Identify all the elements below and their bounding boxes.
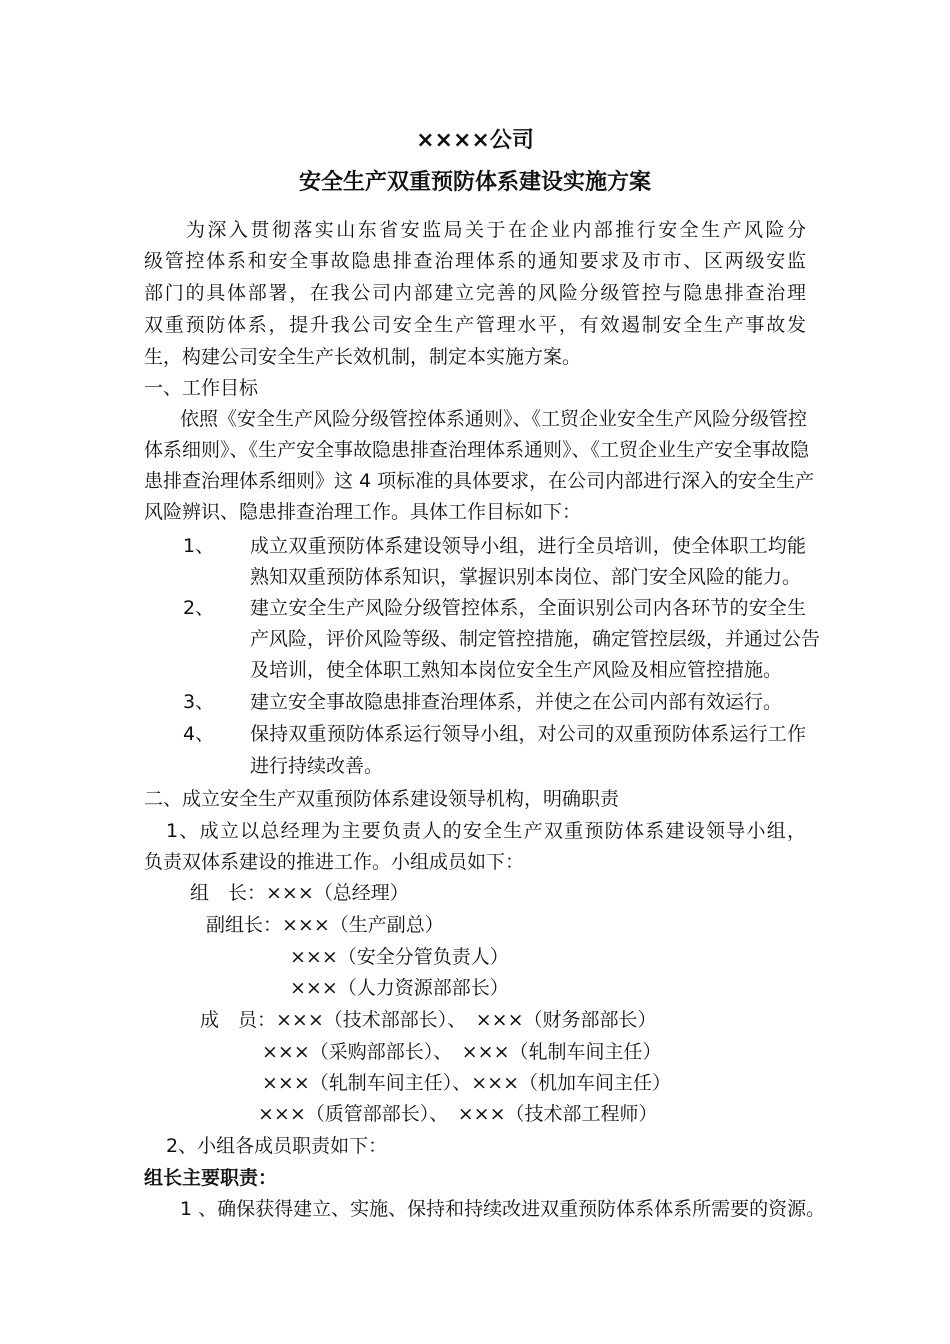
intro-line: 双重预防体系，提升我公司安全生产管理水平，有效遏制安全生产事故发	[144, 314, 806, 336]
intro-line: 为深入贯彻落实山东省安监局关于在企业内部推行安全生产风险分	[186, 219, 806, 241]
list-item-number: 1、	[183, 535, 215, 557]
deputy-line: 副组长：×××（生产副总）	[206, 914, 444, 936]
document-title: ××××公司	[416, 128, 534, 153]
section1-paragraph-line: 风险辨识、隐患排查治理工作。具体工作目标如下：	[144, 501, 582, 523]
deputy-line: ×××（安全分管负责人）	[290, 946, 509, 968]
section1-paragraph-line: 依照《安全生产风险分级管控体系通则》、《工贸企业安全生产风险分级管控	[180, 408, 808, 430]
intro-line: 生，构建公司安全生产长效机制，制定本实施方案。	[144, 346, 582, 368]
leader-line: 组 长：×××（总经理）	[190, 882, 409, 904]
list-item-text: 产风险，评价风险等级、制定管控措施，确定管控层级，并通过公告	[250, 628, 821, 650]
section1-paragraph-line: 体系细则》、《生产安全事故隐患排查治理体系通则》、《工贸企业生产安全事故隐	[144, 439, 810, 461]
section1-paragraph-line: 患排查治理体系细则》这 4 项标准的具体要求，在公司内部进行深入的安全生产	[144, 470, 815, 492]
list-item-text: 建立安全生产风险分级管控体系，全面识别公司内各环节的安全生	[250, 597, 806, 619]
document-subtitle: 安全生产双重预防体系建设实施方案	[298, 170, 651, 195]
list-item-text: 及培训，使全体职工熟知本岗位安全生产风险及相应管控措施。	[250, 659, 783, 681]
member-line: ×××（轧制车间主任）、×××（机加车间主任）	[262, 1072, 672, 1094]
duty-heading: 组长主要职责：	[144, 1167, 278, 1189]
list-item-number: 3、	[183, 691, 215, 713]
list-item-number: 2、	[183, 597, 215, 619]
section2-paragraph-line: 1、成立以总经理为主要负责人的安全生产双重预防体系建设领导小组，	[166, 820, 806, 842]
list-item-text: 保持双重预防体系运行领导小组，对公司的双重预防体系运行工作	[250, 723, 806, 745]
deputy-line: ×××（人力资源部部长）	[290, 977, 509, 999]
list-item-text: 成立双重预防体系建设领导小组，进行全员培训，使全体职工均能	[250, 535, 806, 557]
intro-line: 部门的具体部署，在我公司内部建立完善的风险分级管控与隐患排查治理	[144, 282, 806, 304]
section-heading: 二、成立安全生产双重预防体系建设领导机构，明确职责	[144, 788, 620, 810]
section-heading: 一、工作目标	[144, 377, 259, 399]
list-item-number: 4、	[183, 723, 215, 745]
duty-line: 1 、确保获得建立、实施、保持和持续改进双重预防体系体系所需要的资源。	[180, 1198, 826, 1220]
intro-line: 级管控体系和安全事故隐患排查治理体系的通知要求及市市、区两级安监	[144, 250, 806, 272]
list-item-text: 进行持续改善。	[250, 755, 384, 777]
member-line: ×××（采购部部长）、 ×××（轧制车间主任）	[262, 1041, 662, 1063]
member-line: ×××（质管部部长）、 ×××（技术部工程师）	[258, 1103, 658, 1125]
section2-paragraph-line: 2、小组各成员职责如下：	[166, 1135, 388, 1157]
member-line: 成 员：×××（技术部部长）、 ×××（财务部部长）	[200, 1009, 657, 1031]
list-item-text: 熟知双重预防体系知识，掌握识别本岗位、部门安全风险的能力。	[250, 566, 802, 588]
list-item-text: 建立安全事故隐患排查治理体系，并使之在公司内部有效运行。	[250, 691, 783, 713]
section2-paragraph-line: 负责双体系建设的推进工作。小组成员如下：	[144, 851, 525, 873]
